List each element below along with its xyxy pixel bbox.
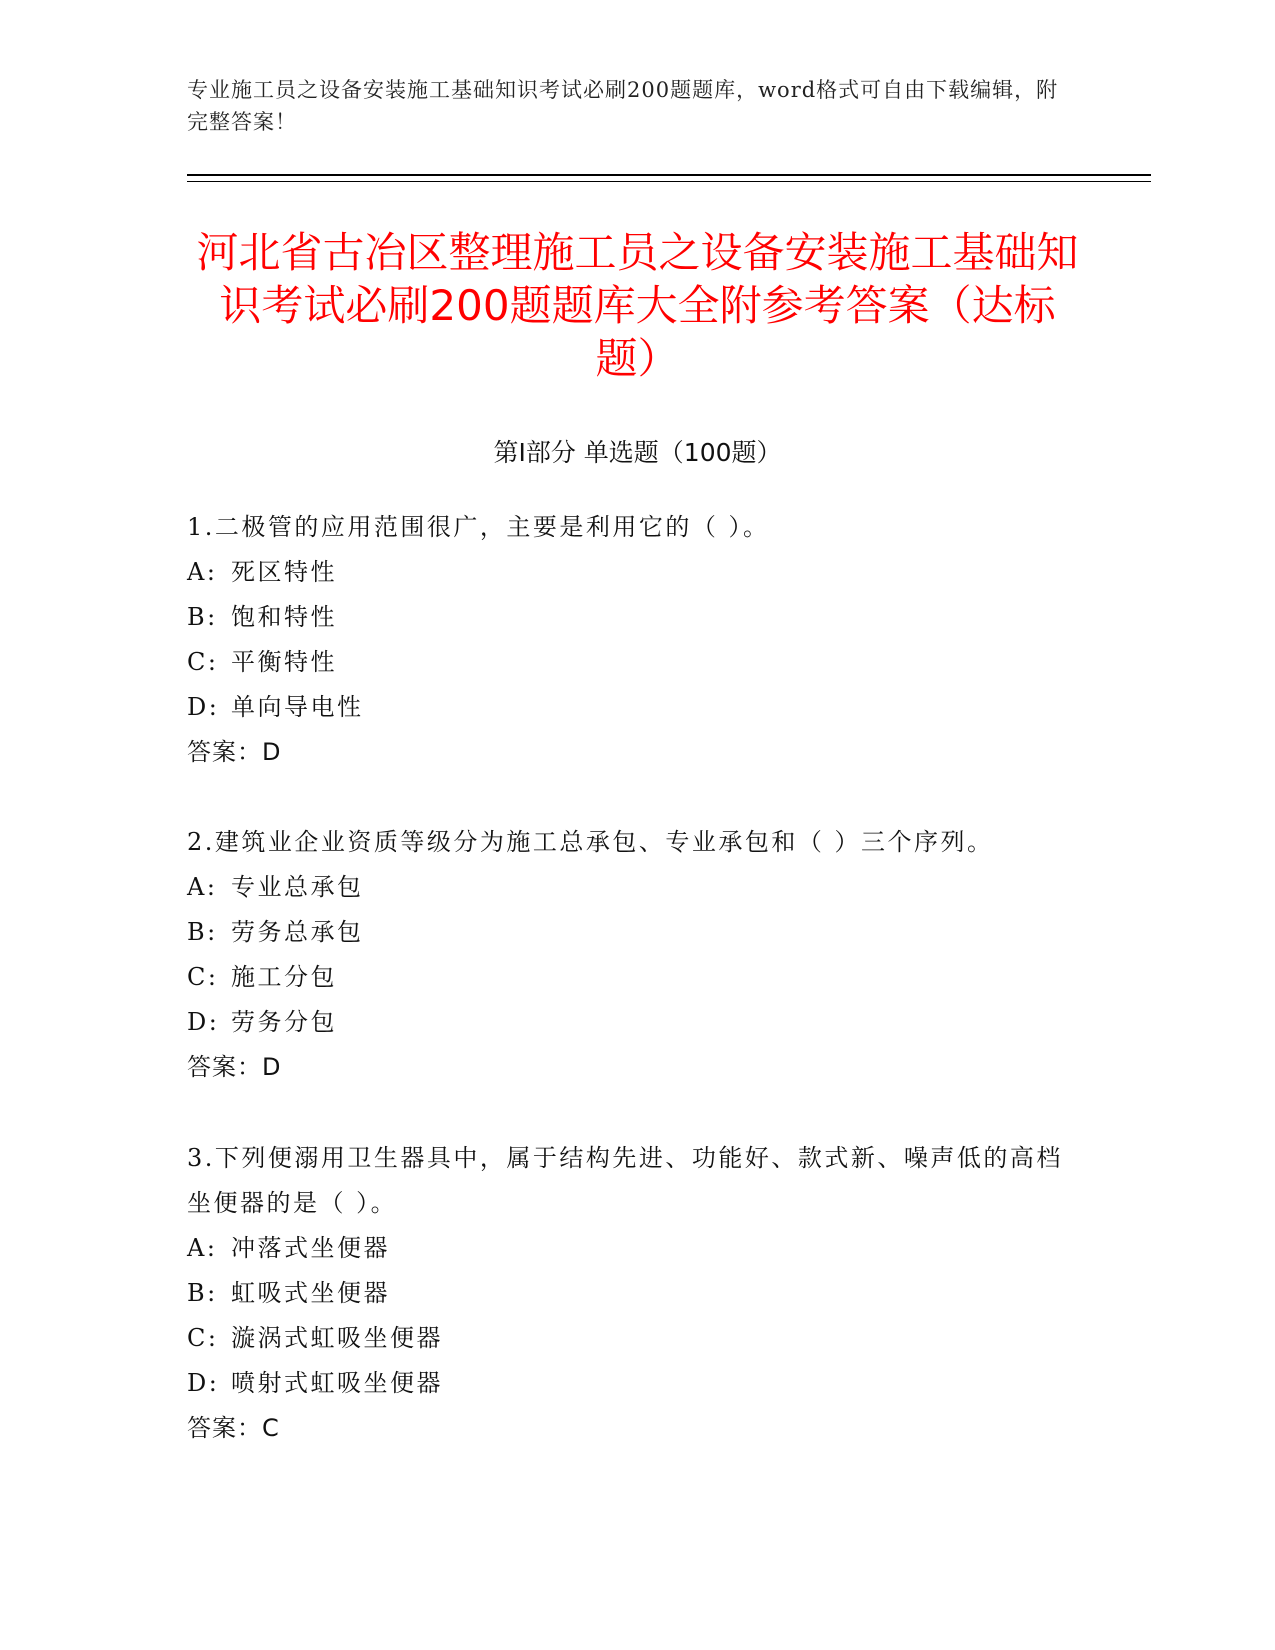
option-label: A:	[187, 1234, 218, 1262]
option-text: 漩涡式虹吸坐便器	[231, 1324, 443, 1352]
option-text: 饱和特性	[231, 603, 337, 631]
question-stem: 3.下列便溺用卫生器具中，属于结构先进、功能好、款式新、噪声低的高档坐便器的是（ ）。	[187, 1144, 1063, 1217]
section-heading: 第I部分 单选题（100题）	[493, 438, 782, 467]
answer-line: 答案：C	[187, 1414, 280, 1442]
answer-line: 答案：D	[187, 738, 282, 766]
option-text: 专业总承包	[231, 873, 364, 901]
option-label: C:	[187, 648, 219, 676]
option-text: 平衡特性	[231, 648, 337, 676]
option-text: 劳务分包	[231, 1008, 337, 1036]
option-c	[187, 955, 1087, 1000]
question-3	[187, 1136, 1087, 1451]
option-d	[187, 1361, 1087, 1406]
option-label: B:	[187, 603, 218, 631]
document-title: 河北省古冶区整理施工员之设备安装施工基础知识考试必刷200题题库大全附参考答案（达标题）	[196, 228, 1079, 383]
option-label: A:	[187, 873, 218, 901]
option-b	[187, 1271, 1087, 1316]
option-text: 施工分包	[231, 963, 337, 991]
option-label: A:	[187, 558, 218, 586]
header-note: 专业施工员之设备安装施工基础知识考试必刷200题题库，word格式可自由下载编辑，附完整答案！	[187, 78, 1059, 134]
option-text: 单向导电性	[231, 693, 364, 721]
option-a	[187, 865, 1087, 910]
option-a	[187, 550, 1087, 595]
option-d	[187, 685, 1087, 730]
option-label: D:	[187, 693, 220, 721]
question-2	[187, 820, 1087, 1090]
option-label: D:	[187, 1008, 220, 1036]
option-b	[187, 595, 1087, 640]
option-b	[187, 910, 1087, 955]
option-text: 喷射式虹吸坐便器	[231, 1369, 443, 1397]
option-label: D:	[187, 1369, 220, 1397]
option-text: 死区特性	[231, 558, 337, 586]
answer-line: 答案：D	[187, 1053, 282, 1081]
header-rule-thin	[187, 181, 1151, 182]
option-c	[187, 640, 1087, 685]
option-text: 冲落式坐便器	[231, 1234, 390, 1262]
header-rule-thick	[187, 174, 1151, 176]
option-label: B:	[187, 1279, 218, 1307]
option-c	[187, 1316, 1087, 1361]
option-label: C:	[187, 963, 219, 991]
question-stem: 1.二极管的应用范围很广，主要是利用它的（ ）。	[187, 513, 770, 541]
option-label: C:	[187, 1324, 219, 1352]
option-label: B:	[187, 918, 218, 946]
option-text: 劳务总承包	[231, 918, 364, 946]
option-d	[187, 1000, 1087, 1045]
question-stem: 2.建筑业企业资质等级分为施工总承包、专业承包和（ ）三个序列。	[187, 828, 994, 856]
question-1	[187, 505, 1087, 775]
option-a	[187, 1226, 1087, 1271]
option-text: 虹吸式坐便器	[231, 1279, 390, 1307]
